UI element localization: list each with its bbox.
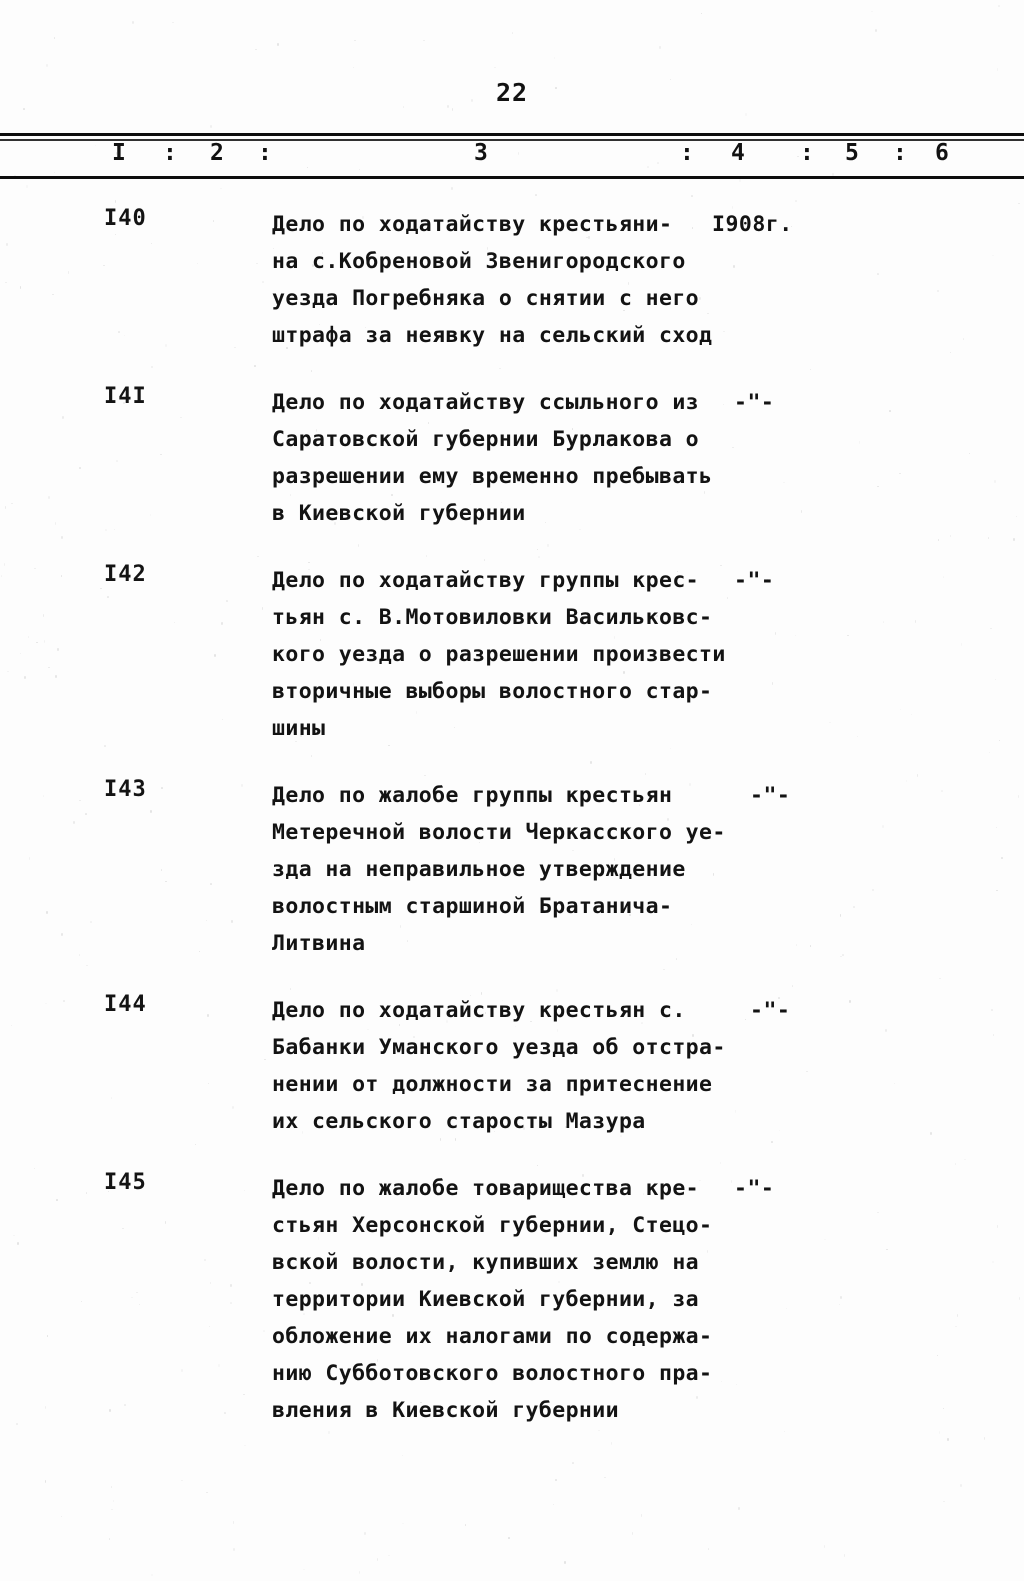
entry-text-line: уезда Погребняка о снятии с него xyxy=(272,286,700,311)
page-number: 22 xyxy=(495,78,529,107)
entry-text-line: Дело по жалобе товарищества кре- -"- xyxy=(272,1170,872,1207)
inventory-entry-list xyxy=(0,206,1024,1459)
column-separator-5: : xyxy=(893,140,907,166)
entry-text-line: нию Субботовского волостного пра- xyxy=(272,1361,713,1386)
column-separator-4: : xyxy=(800,140,814,166)
entry-description xyxy=(272,206,872,354)
header-rule-top xyxy=(0,133,1024,136)
entry-ditto-mark: -"- xyxy=(750,998,791,1023)
entry-text-line: разрешении ему временно пребывать xyxy=(272,464,713,489)
header-rule-bottom xyxy=(0,176,1024,179)
column-header-1: I xyxy=(112,140,126,166)
entry-text-line: территории Киевской губернии, за xyxy=(272,1287,700,1312)
entry-text-line: нении от должности за притеснение xyxy=(272,1072,713,1097)
entry-year: I908г. xyxy=(712,212,793,237)
column-separator-1: : xyxy=(163,140,177,166)
entry-ditto-mark: -"- xyxy=(734,390,775,415)
column-header-2: 2 xyxy=(210,140,224,166)
column-header-row xyxy=(0,140,1024,176)
entry-text-line: вской волости, купивших землю на xyxy=(272,1250,700,1275)
column-header-4: 4 xyxy=(731,140,745,166)
entry-text-line: Метеречной волости Черкасского уе- xyxy=(272,820,726,845)
entry-text-line: тьян с. В.Мотовиловки Васильковс- xyxy=(272,605,713,630)
entry-number: I45 xyxy=(104,1170,147,1195)
inventory-entry xyxy=(0,1170,1024,1429)
entry-text-line: Дело по жалобе группы крестьян -"- xyxy=(272,777,872,814)
column-header-3: 3 xyxy=(474,140,488,166)
entry-ditto-mark: -"- xyxy=(734,1176,775,1201)
entry-ditto-mark: -"- xyxy=(734,568,775,593)
column-header-5: 5 xyxy=(845,140,859,166)
entry-text-line: штрафа за неявку на сельский сход xyxy=(272,323,713,348)
entry-number: I42 xyxy=(104,562,147,587)
column-header-6: 6 xyxy=(935,140,949,166)
column-separator-2: : xyxy=(258,140,272,166)
entry-number: I40 xyxy=(104,206,147,231)
entry-text-line: вторичные выборы волостного стар- xyxy=(272,679,713,704)
entry-number: I44 xyxy=(104,992,147,1017)
entry-text-line: на с.Кобреновой Звенигородского xyxy=(272,249,686,274)
entry-text-line: их сельского старосты Мазура xyxy=(272,1109,646,1134)
entry-text-line: Литвина xyxy=(272,931,366,956)
entry-text-line: Дело по ходатайству крестьяни- I908г. xyxy=(272,206,872,243)
entry-text-line: Дело по ходатайству крестьян с. -"- xyxy=(272,992,872,1029)
entry-description xyxy=(272,562,872,747)
entry-ditto-mark: -"- xyxy=(750,783,791,808)
entry-text-line: Саратовской губернии Бурлакова о xyxy=(272,427,700,452)
column-separator-3: : xyxy=(680,140,694,166)
entry-text-line: стьян Херсонской губернии, Стецо- xyxy=(272,1213,713,1238)
entry-text-line: кого уезда о разрешении произвести xyxy=(272,642,726,667)
inventory-entry xyxy=(0,384,1024,532)
entry-text-line: Бабанки Уманского уезда об отстра- xyxy=(272,1035,726,1060)
entry-description xyxy=(272,992,872,1140)
entry-text-line: шины xyxy=(272,716,326,741)
entry-text-line: обложение их налогами по содержа- xyxy=(272,1324,713,1349)
entry-text-line: Дело по ходатайству ссыльного из -"- xyxy=(272,384,872,421)
entry-text-line: зда на неправильное утверждение xyxy=(272,857,686,882)
entry-text-line: волостным старшиной Братанича- xyxy=(272,894,673,919)
entry-text-line: Дело по ходатайству группы крес- -"- xyxy=(272,562,872,599)
entry-description xyxy=(272,384,872,532)
entry-number: I43 xyxy=(104,777,147,802)
inventory-entry xyxy=(0,777,1024,962)
entry-text-line: в Киевской губернии xyxy=(272,501,526,526)
inventory-entry xyxy=(0,992,1024,1140)
inventory-entry xyxy=(0,206,1024,354)
entry-text-line: вления в Киевской губернии xyxy=(272,1398,619,1423)
inventory-entry xyxy=(0,562,1024,747)
entry-number: I4I xyxy=(104,384,147,409)
entry-description xyxy=(272,777,872,962)
entry-description xyxy=(272,1170,872,1429)
